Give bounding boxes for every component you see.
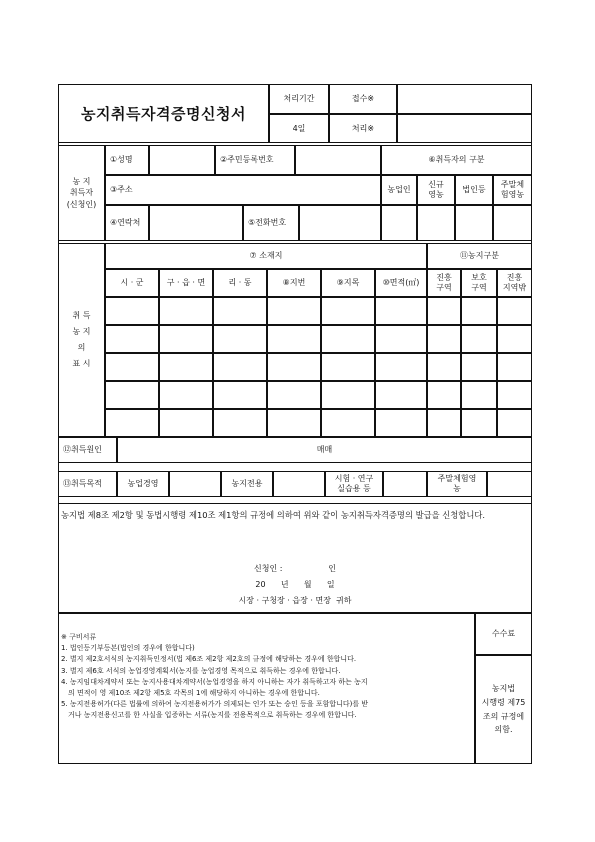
land-section-label [59, 243, 105, 437]
documents-header: ※ 구비서류 [61, 633, 97, 641]
land-table-cell[interactable] [267, 297, 321, 325]
type-farmer[interactable]: 농업인 [381, 175, 417, 205]
document-item-4-cont: 의 면적이 영 제10조 제2항 제5호 각목의 1에 해당하지 아니하는 경우에 한합니다. [68, 688, 320, 697]
purpose-conversion-check[interactable] [273, 471, 325, 497]
type-weekend-farming-check[interactable] [493, 205, 531, 241]
address-label: ③주소 [105, 175, 149, 205]
land-column-header: 진흥 구역 [427, 269, 461, 297]
land-table-cell[interactable] [427, 353, 461, 381]
type-farmer-check[interactable] [381, 205, 417, 241]
land-table-cell[interactable] [321, 381, 375, 409]
land-table-cell[interactable] [159, 297, 213, 325]
land-column-header: 구 · 읍 · 면 [159, 269, 213, 297]
land-table-cell[interactable] [159, 353, 213, 381]
land-table-cell[interactable] [375, 409, 427, 437]
land-column-header: 보호 구역 [461, 269, 497, 297]
applicant-signature-line[interactable]: 신청인 : 인 [254, 564, 336, 573]
land-label-line-3: 의 [77, 343, 86, 352]
land-table-cell[interactable] [461, 409, 497, 437]
applicant-section-label [59, 145, 105, 241]
type-corporation[interactable]: 법인등 [455, 175, 493, 205]
fee-text: 농지법 시행령 제75 조의 규정에 의함. [475, 655, 531, 763]
land-label-line-1: 취 득 [72, 311, 91, 320]
cause-label: ⑫취득원인 [59, 437, 117, 463]
land-table-cell[interactable] [105, 297, 159, 325]
land-table-cell[interactable] [321, 353, 375, 381]
applicant-label-line-2: 취득자 [69, 188, 94, 198]
land-table-cell[interactable] [213, 381, 267, 409]
date-line[interactable]: 20 년 월 일 [255, 580, 335, 589]
land-table-cell[interactable] [427, 381, 461, 409]
process-label: 처리※ [329, 114, 397, 143]
land-table-cell[interactable] [267, 353, 321, 381]
land-table-cell[interactable] [321, 409, 375, 437]
application-form [58, 84, 532, 764]
phone-label: ⑤전화번호 [243, 205, 299, 241]
land-type-header: ⑪농지구분 [427, 243, 531, 269]
processing-period-label: 처리기간 [269, 85, 329, 114]
document-item-5-cont: 거나 농지전용신고를 한 사실을 입증하는 서류(농지를 전용목적으로 취득하는 경우에 한합니다. [68, 711, 357, 720]
statement-text: 농지법 제8조 제2항 및 동법시행령 제10조 제1항의 규정에 의하여 위와 같이 농지취득자격증명의 발급을 신청합니다. [61, 510, 485, 520]
phone-field[interactable] [299, 205, 381, 241]
land-table-cell[interactable] [497, 297, 531, 325]
land-label-line-4: 표 시 [72, 359, 91, 368]
land-table-cell[interactable] [375, 297, 427, 325]
land-table-cell[interactable] [497, 381, 531, 409]
purpose-research-check[interactable] [383, 471, 427, 497]
land-table-cell[interactable] [159, 381, 213, 409]
land-table-cell[interactable] [213, 325, 267, 353]
land-label-line-2: 농 지 [72, 327, 91, 336]
location-header: ⑦ 소재지 [105, 243, 427, 269]
document-item-4: 4. 농지임대차계약서 또는 농지사용대차계약서(농업경영을 하지 아니하는 자가 취득하고자 하는 농지 [61, 677, 368, 686]
name-field[interactable] [149, 145, 215, 175]
land-table-cell[interactable] [105, 409, 159, 437]
processing-period-value: 4일 [269, 114, 329, 143]
receipt-field[interactable] [397, 85, 531, 114]
process-field[interactable] [397, 114, 531, 143]
receipt-label: 접수※ [329, 85, 397, 114]
land-table-cell[interactable] [267, 325, 321, 353]
land-table-cell[interactable] [105, 381, 159, 409]
land-column-header: ⑨지목 [321, 269, 375, 297]
land-table-cell[interactable] [497, 325, 531, 353]
purpose-farming-check[interactable] [169, 471, 221, 497]
land-table-cell[interactable] [267, 409, 321, 437]
applicant-label-line-3: (신청인) [66, 199, 97, 209]
land-table-cell[interactable] [267, 381, 321, 409]
land-table-cell[interactable] [213, 297, 267, 325]
land-table-cell[interactable] [159, 409, 213, 437]
document-item-3: 3. 별지 제6호 서식의 농업경영계획서(농지를 농업경영 목적으로 취득하는 경우에 한합니다. [61, 666, 341, 675]
land-table-cell[interactable] [427, 409, 461, 437]
type-new-farming-check[interactable] [417, 205, 455, 241]
land-table-cell[interactable] [375, 325, 427, 353]
contact-label: ④연락처 [105, 205, 149, 241]
fee-label: 수수료 [475, 613, 531, 655]
land-table-cell[interactable] [159, 325, 213, 353]
reg-no-field[interactable] [295, 145, 381, 175]
purpose-weekend-check[interactable] [487, 471, 531, 497]
cause-value[interactable]: 매매 [117, 437, 531, 463]
applicant-type-header: ⑥취득자의 구분 [381, 145, 531, 175]
land-table-cell[interactable] [375, 381, 427, 409]
land-table-cell[interactable] [105, 353, 159, 381]
land-table-cell[interactable] [213, 353, 267, 381]
purpose-conversion[interactable]: 농지전용 [221, 471, 273, 497]
land-table-cell[interactable] [375, 353, 427, 381]
type-corporation-check[interactable] [455, 205, 493, 241]
land-table-cell[interactable] [461, 297, 497, 325]
type-new-farming[interactable]: 신규 영농 [417, 175, 455, 205]
document-item-1: 1. 법인등기부등본(법인의 경우에 한합니다) [61, 644, 195, 653]
land-column-header: ⑧지번 [267, 269, 321, 297]
land-table-cell[interactable] [497, 353, 531, 381]
land-column-header: 리 · 동 [213, 269, 267, 297]
purpose-label: ⑬취득목적 [59, 471, 117, 497]
land-table-cell[interactable] [105, 325, 159, 353]
contact-field[interactable] [149, 205, 243, 241]
land-table-cell[interactable] [461, 353, 497, 381]
land-table-cell[interactable] [213, 409, 267, 437]
applicant-label-line-1: 농 지 [72, 177, 91, 187]
addressee-line: 시장 · 구청장 · 읍장 · 면장 귀하 [238, 596, 352, 605]
address-field[interactable] [149, 175, 381, 205]
purpose-research[interactable]: 시험 · 연구 실습용 등 [325, 471, 383, 497]
land-table-cell[interactable] [427, 325, 461, 353]
land-column-header: 진흥 지역밖 [497, 269, 531, 297]
land-table-cell[interactable] [321, 297, 375, 325]
purpose-weekend[interactable]: 주말체험영 농 [427, 471, 487, 497]
form-title: 농지취득자격증명신청서 [59, 85, 269, 143]
document-item-5: 5. 농지전용허가(다른 법률에 의하여 농지전용허가가 의제되는 인가 또는 승인 등을 포함합니다)를 받 [61, 700, 369, 709]
land-table-cell[interactable] [321, 325, 375, 353]
land-column-header: ⑩면적(㎡) [375, 269, 427, 297]
land-table-cell[interactable] [427, 297, 461, 325]
application-statement [59, 503, 531, 613]
land-table-cell[interactable] [461, 381, 497, 409]
type-weekend-farming[interactable]: 주말체 험영농 [493, 175, 531, 205]
reg-no-label: ②주민등록번호 [215, 145, 295, 175]
land-table-cell[interactable] [461, 325, 497, 353]
document-item-2: 2. 별지 제2호서식의 농지취득인정서(법 제6조 제2항 제2호의 규정에 해당하는 경우에 한합니다. [61, 655, 357, 664]
purpose-farming[interactable]: 농업경영 [117, 471, 169, 497]
name-label: ①성명 [105, 145, 149, 175]
required-documents [59, 613, 475, 763]
land-column-header: 시 · 군 [105, 269, 159, 297]
land-table-cell[interactable] [497, 409, 531, 437]
